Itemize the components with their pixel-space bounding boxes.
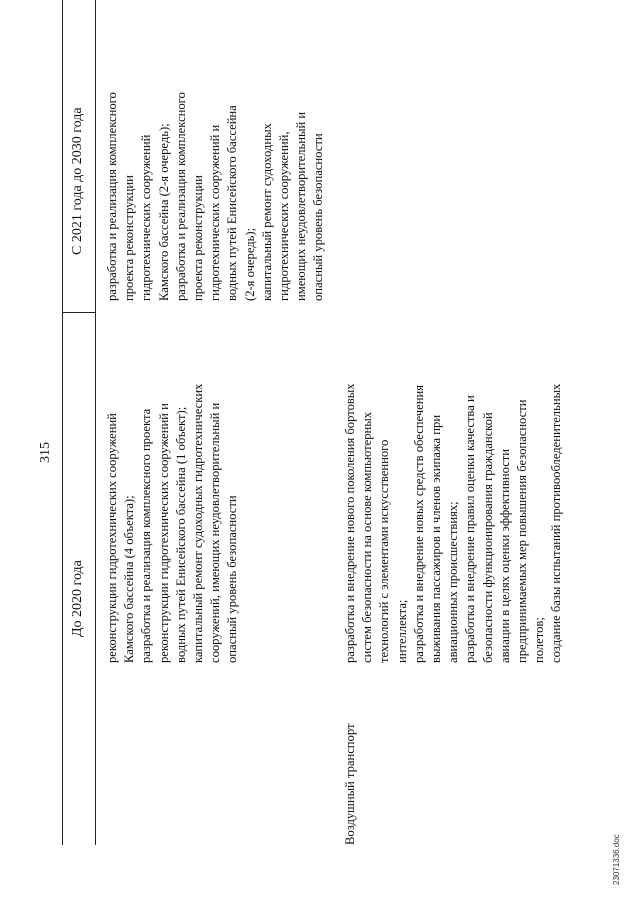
header-bottom-rule xyxy=(95,0,96,845)
text-line: водных путей Енисейского бассейна (1 объект); xyxy=(173,406,188,663)
text-line: разработка и реализация комплексного проекта xyxy=(139,408,154,663)
text-line: выживания пассажиров и членов экипажа при xyxy=(429,414,444,663)
text-line: гидротехнических сооружений и xyxy=(208,124,223,301)
text-line: разработка и внедрение нового поколения бортовых xyxy=(343,383,357,663)
text-line: предпринимаемых мер повышения безопасности xyxy=(515,399,530,663)
water-transport-cell-2021-2030 xyxy=(104,92,328,301)
text-line: гидротехнических сооружений, xyxy=(277,131,292,301)
text-line: разработка и реализация комплексного xyxy=(173,92,188,301)
table-top-rule xyxy=(62,0,63,845)
water-transport-cell-until-2020 xyxy=(104,384,242,663)
text-line: Камского бассейна (4 объекта); xyxy=(122,495,137,663)
text-line: авиационных происшествиях; xyxy=(446,501,461,663)
text-line: разработка и реализация комплексного xyxy=(105,92,119,301)
text-line: разработка и внедрение новых средств обеспечения xyxy=(411,384,426,663)
text-line: авиации в целях оценки эффективности xyxy=(497,448,512,663)
document-file-id: 23071336.doc xyxy=(612,834,621,885)
text-line: капитальный ремонт судоходных xyxy=(259,123,274,301)
text-line: опасный уровень безопасности xyxy=(311,133,326,301)
text-line: проекта реконструкции xyxy=(191,175,206,301)
text-line: гидротехнических сооружений xyxy=(139,134,154,301)
text-line: капитальный ремонт судоходных гидротехнических xyxy=(191,383,206,663)
air-transport-row-label: Воздушный транспорт xyxy=(343,723,357,845)
text-line: создание базы испытаний противообледенительных xyxy=(549,383,564,663)
text-line: сооружений, имеющих неудовлетворительный и xyxy=(208,402,223,663)
text-line: Камского бассейна (2-я очередь); xyxy=(156,123,171,301)
column-header-2021-2030: С 2021 года до 2030 года xyxy=(70,107,85,255)
text-line: реконструкции гидротехнических сооружений и xyxy=(156,403,171,663)
text-line: проекта реконструкции xyxy=(122,175,137,301)
text-line: (2-я очередь); xyxy=(242,227,257,301)
text-line: опасный уровень безопасности xyxy=(225,495,240,663)
text-line: разработка и внедрение правил оценки качества и xyxy=(463,395,478,663)
text-line: имеющих неудовлетворительный и xyxy=(294,111,309,301)
text-line: водных путей Енисейского бассейна xyxy=(225,105,240,301)
air-transport-cell-until-2020 xyxy=(342,383,566,663)
text-line: полетов; xyxy=(532,617,547,663)
text-line: реконструкции гидротехнических сооружений xyxy=(105,413,119,663)
text-line: интеллекта; xyxy=(394,599,409,663)
text-line: технологий с элементами искусственного xyxy=(377,439,392,663)
header-column-separator xyxy=(62,312,95,313)
text-line: систем безопасности на основе компьютерных xyxy=(360,411,375,663)
column-header-until-2020: До 2020 года xyxy=(70,560,85,637)
text-line: безопасности функционирования гражданской xyxy=(480,412,495,663)
page-number: 315 xyxy=(38,442,53,463)
